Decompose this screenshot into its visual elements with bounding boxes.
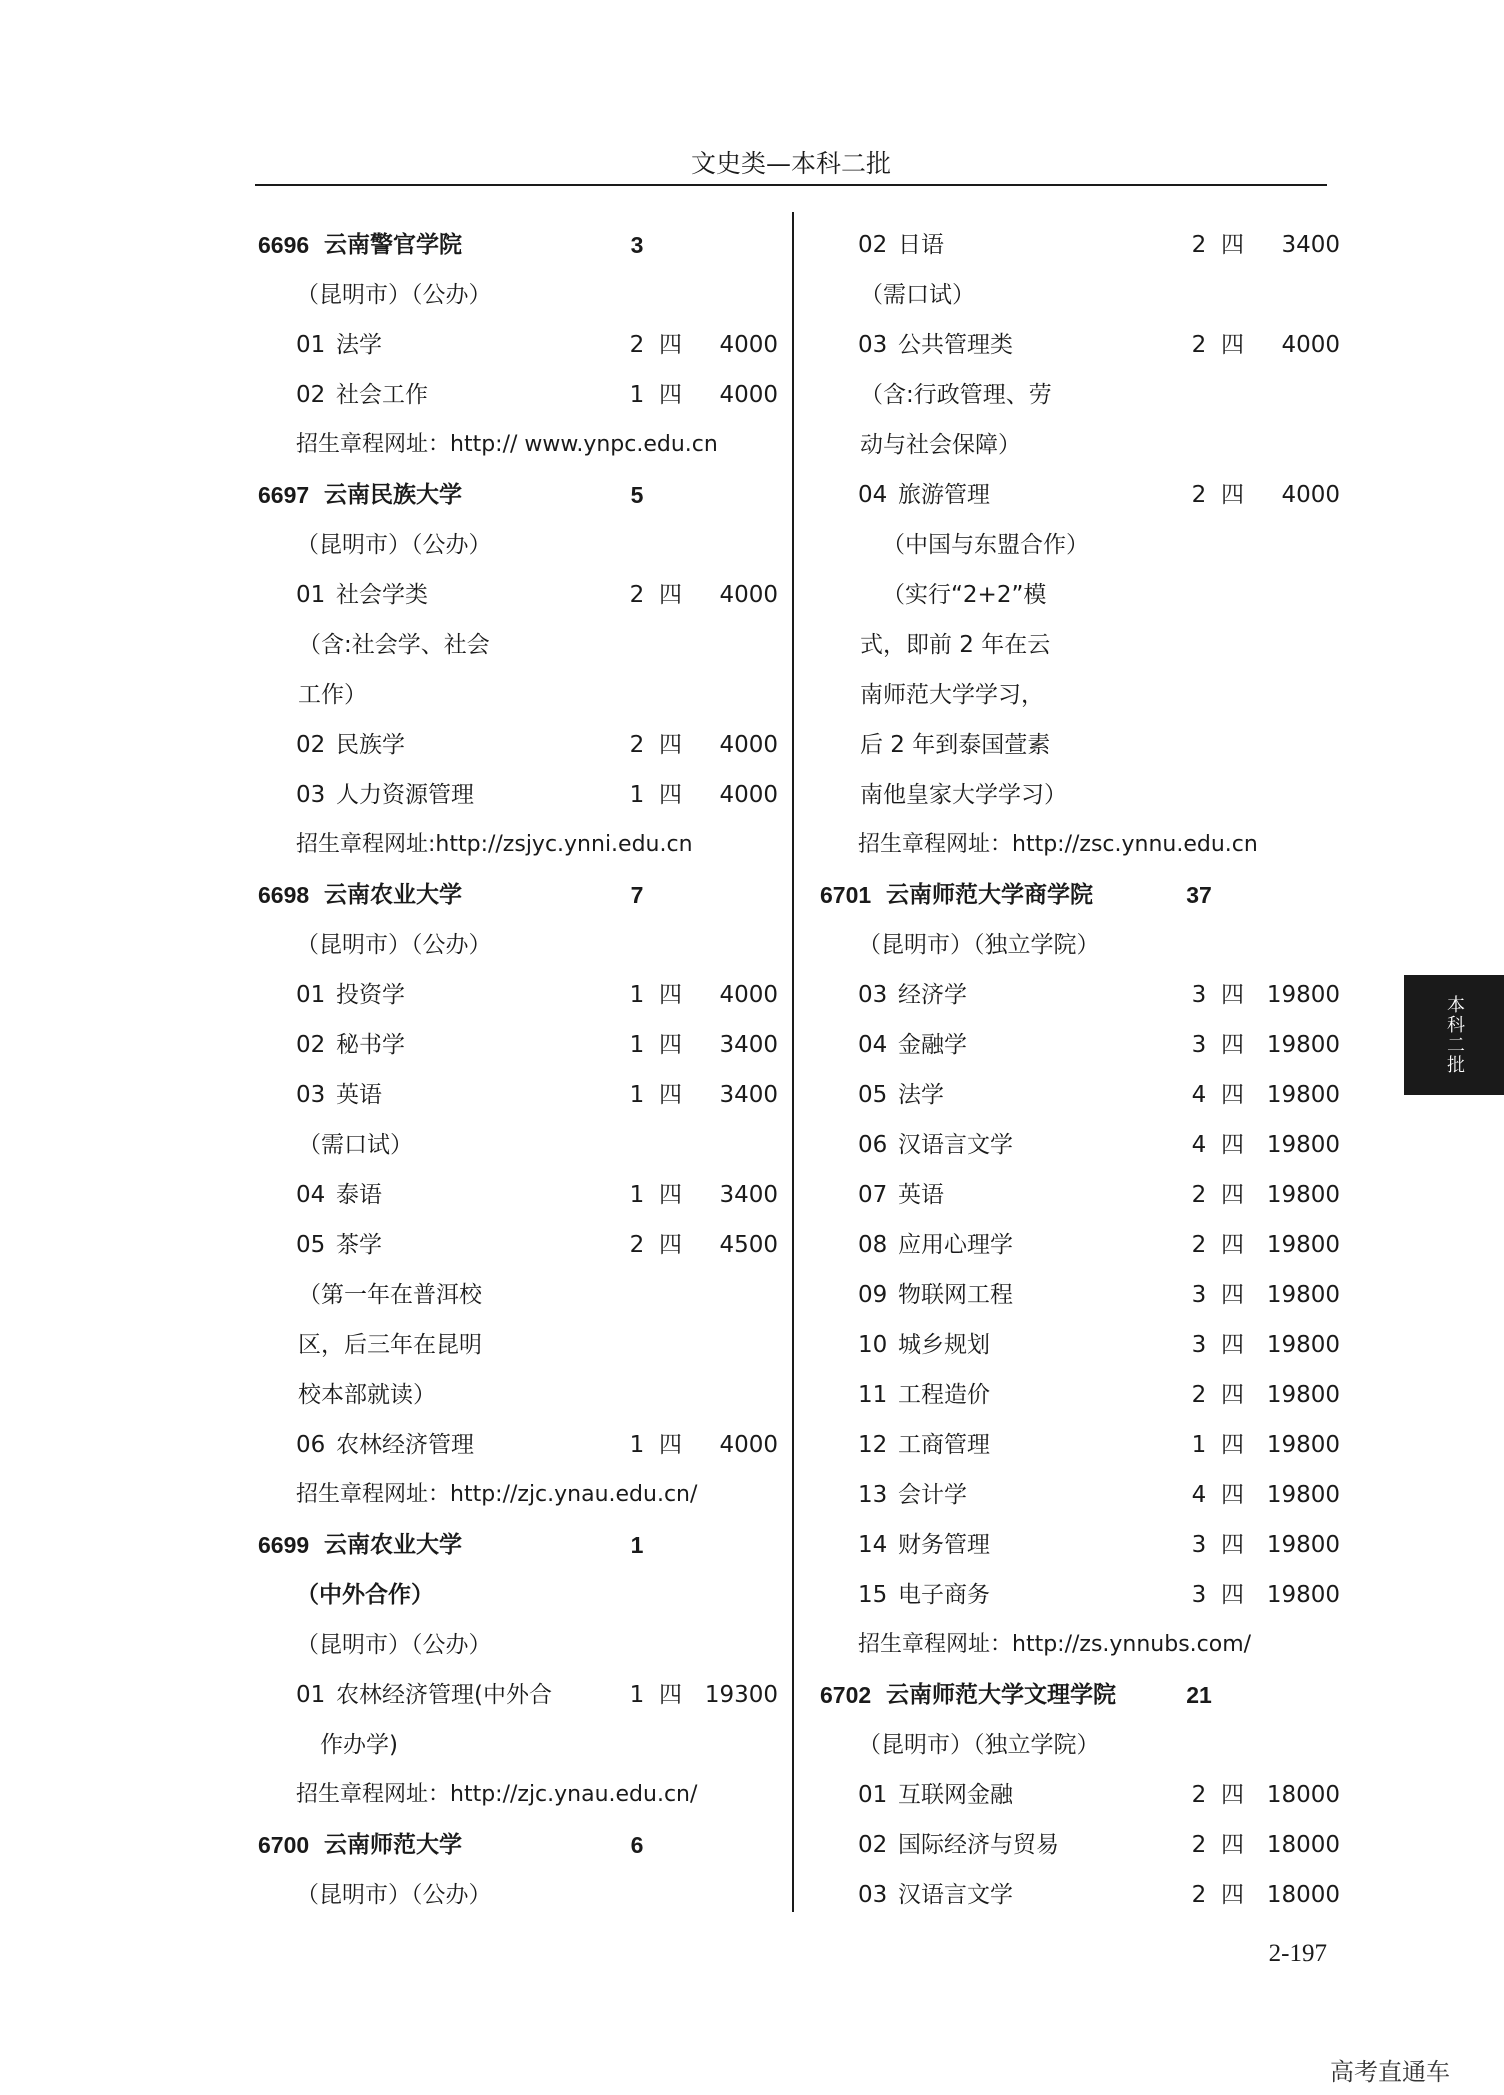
school-row xyxy=(820,1670,1340,1720)
major-note-row xyxy=(820,370,1340,420)
school-quota: 3 xyxy=(630,232,644,258)
major-name: 金融学 xyxy=(898,1032,967,1058)
major-quota: 2 xyxy=(629,732,645,758)
major-note: （含:行政管理、劳 xyxy=(860,382,1052,408)
major-tuition: 4500 xyxy=(719,1232,778,1258)
major-code: 01 xyxy=(858,1782,888,1808)
major-quota: 2 xyxy=(1191,1232,1207,1258)
major-years: 四 xyxy=(659,732,682,758)
major-tuition: 19800 xyxy=(1266,1182,1340,1208)
major-quota: 1 xyxy=(629,1432,645,1458)
major-code: 02 xyxy=(296,732,326,758)
major-name: 工商管理 xyxy=(898,1432,990,1458)
school-location-row xyxy=(258,1570,778,1620)
school-code: 6701 xyxy=(820,882,872,908)
major-name: 公共管理类 xyxy=(898,332,1013,358)
major-row xyxy=(820,1770,1340,1820)
school-name: 云南警官学院 xyxy=(324,232,462,258)
major-code: 04 xyxy=(296,1182,326,1208)
major-row xyxy=(258,370,778,420)
major-quota: 2 xyxy=(629,582,645,608)
major-quota: 2 xyxy=(1191,1182,1207,1208)
major-row xyxy=(820,1570,1340,1620)
major-quota: 2 xyxy=(629,332,645,358)
major-row xyxy=(258,1670,778,1720)
major-name: 会计学 xyxy=(898,1482,967,1508)
admission-url: 招生章程网址:http://zsjyc.ynni.edu.cn xyxy=(296,832,693,857)
major-name: 社会学类 xyxy=(336,582,428,608)
major-tuition: 3400 xyxy=(719,1032,778,1058)
school-location: （昆明市）（公办） xyxy=(296,1882,492,1908)
admission-url-row xyxy=(820,820,1340,870)
major-name: 农林经济管理(中外合 xyxy=(336,1682,552,1708)
header-divider xyxy=(255,184,1327,186)
major-quota: 1 xyxy=(629,982,645,1008)
major-name: 电子商务 xyxy=(898,1582,990,1608)
major-quota: 3 xyxy=(1191,1282,1207,1308)
major-years: 四 xyxy=(1221,1332,1244,1358)
major-tuition: 18000 xyxy=(1266,1832,1340,1858)
major-note-row xyxy=(820,570,1340,620)
right-column xyxy=(820,220,1340,1920)
school-code: 6700 xyxy=(258,1832,310,1858)
major-note-row xyxy=(258,1120,778,1170)
major-code: 03 xyxy=(858,982,888,1008)
major-row xyxy=(820,220,1340,270)
school-quota: 6 xyxy=(630,1832,644,1858)
major-tuition: 4000 xyxy=(719,782,778,808)
major-note: 式，即前 2 年在云 xyxy=(860,632,1051,658)
school-name: 云南民族大学 xyxy=(324,482,462,508)
major-quota: 2 xyxy=(629,1232,645,1258)
major-tuition: 3400 xyxy=(719,1182,778,1208)
major-quota: 1 xyxy=(629,1082,645,1108)
major-row xyxy=(820,1070,1340,1120)
major-code: 06 xyxy=(296,1432,326,1458)
major-quota: 4 xyxy=(1191,1132,1207,1158)
major-name: 人力资源管理 xyxy=(336,782,474,808)
admission-url: 招生章程网址：http://zjc.ynau.edu.cn/ xyxy=(296,1782,698,1807)
major-years: 四 xyxy=(1221,1832,1244,1858)
school-code: 6702 xyxy=(820,1682,872,1708)
major-code: 14 xyxy=(858,1532,888,1558)
major-code: 01 xyxy=(296,982,326,1008)
major-note: （含:社会学、社会 xyxy=(298,632,490,658)
major-row xyxy=(820,1020,1340,1070)
major-quota: 3 xyxy=(1191,982,1207,1008)
major-quota: 3 xyxy=(1191,1032,1207,1058)
major-name: 法学 xyxy=(898,1082,944,1108)
major-years: 四 xyxy=(1221,482,1244,508)
major-quota: 2 xyxy=(1191,1782,1207,1808)
major-tuition: 3400 xyxy=(1281,232,1340,258)
major-code: 11 xyxy=(858,1382,888,1408)
major-quota: 1 xyxy=(629,782,645,808)
school-quota: 21 xyxy=(1186,1682,1212,1708)
admission-url: 招生章程网址：http://zs.ynnubs.com/ xyxy=(858,1632,1252,1657)
major-tuition: 4000 xyxy=(719,732,778,758)
major-note: 动与社会保障） xyxy=(860,432,1021,458)
school-name: 云南师范大学 xyxy=(324,1832,462,1858)
admission-url-row xyxy=(258,420,778,470)
major-note: （需口试） xyxy=(860,282,975,308)
major-name: 旅游管理 xyxy=(898,482,990,508)
major-years: 四 xyxy=(1221,1132,1244,1158)
major-row xyxy=(820,1370,1340,1420)
major-note: 作办学) xyxy=(320,1732,398,1758)
major-note-row xyxy=(258,670,778,720)
major-years: 四 xyxy=(1221,1532,1244,1558)
major-code: 04 xyxy=(858,482,888,508)
major-years: 四 xyxy=(1221,1432,1244,1458)
school-row xyxy=(258,220,778,270)
major-name: 社会工作 xyxy=(336,382,428,408)
major-tuition: 4000 xyxy=(1281,482,1340,508)
major-note: 南他皇家大学学习） xyxy=(860,782,1067,808)
major-code: 02 xyxy=(858,1832,888,1858)
major-code: 01 xyxy=(296,582,326,608)
school-location-row xyxy=(258,270,778,320)
major-note: 后 2 年到泰国萱素 xyxy=(860,732,1051,758)
major-name: 国际经济与贸易 xyxy=(898,1832,1059,1858)
major-name: 汉语言文学 xyxy=(898,1132,1013,1158)
major-years: 四 xyxy=(1221,1582,1244,1608)
admission-url: 招生章程网址：http:// www.ynpc.edu.cn xyxy=(296,432,718,457)
major-years: 四 xyxy=(1221,1282,1244,1308)
major-years: 四 xyxy=(659,1232,682,1258)
major-tuition: 19800 xyxy=(1266,1282,1340,1308)
major-note-row xyxy=(820,520,1340,570)
major-row xyxy=(820,1820,1340,1870)
admission-url-row xyxy=(820,1620,1340,1670)
school-code: 6698 xyxy=(258,882,310,908)
major-name: 法学 xyxy=(336,332,382,358)
major-years: 四 xyxy=(659,582,682,608)
school-location-row xyxy=(820,1720,1340,1770)
major-tuition: 18000 xyxy=(1266,1882,1340,1908)
major-years: 四 xyxy=(1221,332,1244,358)
major-tuition: 19800 xyxy=(1266,1432,1340,1458)
major-note-row xyxy=(258,620,778,670)
page-header: 文史类—本科二批 xyxy=(690,149,891,178)
watermark: 高考直通车 xyxy=(1330,2058,1450,2086)
school-code: 6697 xyxy=(258,482,310,508)
major-code: 07 xyxy=(858,1182,888,1208)
major-years: 四 xyxy=(659,1682,682,1708)
major-row xyxy=(820,1270,1340,1320)
school-location: （昆明市）（公办） xyxy=(296,932,492,958)
major-row xyxy=(820,1170,1340,1220)
major-code: 01 xyxy=(296,1682,326,1708)
major-quota: 3 xyxy=(1191,1332,1207,1358)
major-note-row xyxy=(258,1720,778,1770)
school-location-row xyxy=(258,1620,778,1670)
school-name: 云南师范大学商学院 xyxy=(886,882,1093,908)
major-row xyxy=(820,1220,1340,1270)
major-name: 互联网金融 xyxy=(898,1782,1013,1808)
major-note-row xyxy=(820,670,1340,720)
major-quota: 1 xyxy=(629,1182,645,1208)
major-years: 四 xyxy=(1221,1782,1244,1808)
major-quota: 2 xyxy=(1191,1832,1207,1858)
major-tuition: 19800 xyxy=(1266,1132,1340,1158)
major-row xyxy=(258,570,778,620)
major-note-row xyxy=(820,270,1340,320)
major-tuition: 4000 xyxy=(719,382,778,408)
school-quota: 1 xyxy=(630,1532,644,1558)
school-name: 云南师范大学文理学院 xyxy=(886,1682,1116,1708)
major-tuition: 19800 xyxy=(1266,1532,1340,1558)
major-tuition: 19800 xyxy=(1266,1482,1340,1508)
school-row xyxy=(258,1820,778,1870)
school-quota: 5 xyxy=(630,482,644,508)
major-quota: 2 xyxy=(1191,1882,1207,1908)
school-location: （昆明市）（公办） xyxy=(296,1632,492,1658)
major-years: 四 xyxy=(1221,232,1244,258)
major-row xyxy=(258,320,778,370)
major-note-row xyxy=(820,620,1340,670)
major-years: 四 xyxy=(659,782,682,808)
major-code: 03 xyxy=(858,332,888,358)
major-row xyxy=(820,1320,1340,1370)
school-row xyxy=(258,470,778,520)
major-note: （中国与东盟合作） xyxy=(882,532,1089,558)
admission-url: 招生章程网址：http://zsc.ynnu.edu.cn xyxy=(858,832,1258,857)
major-row xyxy=(258,1070,778,1120)
school-quota: 7 xyxy=(630,882,644,908)
major-code: 10 xyxy=(858,1332,888,1358)
major-quota: 3 xyxy=(1191,1582,1207,1608)
admission-url: 招生章程网址：http://zjc.ynau.edu.cn/ xyxy=(296,1482,698,1507)
side-tab-label: 本科二批 xyxy=(1444,995,1465,1075)
major-quota: 3 xyxy=(1191,1532,1207,1558)
major-years: 四 xyxy=(659,332,682,358)
major-note: （需口试） xyxy=(298,1132,413,1158)
school-row xyxy=(258,1520,778,1570)
school-row xyxy=(820,870,1340,920)
major-years: 四 xyxy=(659,1182,682,1208)
major-name: 投资学 xyxy=(336,982,405,1008)
major-tuition: 18000 xyxy=(1266,1782,1340,1808)
major-row xyxy=(820,1420,1340,1470)
major-tuition: 19800 xyxy=(1266,982,1340,1008)
major-years: 四 xyxy=(1221,1082,1244,1108)
admission-url-row xyxy=(258,1470,778,1520)
major-quota: 1 xyxy=(629,1032,645,1058)
major-years: 四 xyxy=(659,1432,682,1458)
major-row xyxy=(820,1520,1340,1570)
school-code: 6696 xyxy=(258,232,310,258)
major-tuition: 19800 xyxy=(1266,1332,1340,1358)
side-tab xyxy=(1404,975,1504,1095)
major-row xyxy=(820,320,1340,370)
major-code: 03 xyxy=(858,1882,888,1908)
major-years: 四 xyxy=(659,982,682,1008)
major-years: 四 xyxy=(1221,1182,1244,1208)
major-code: 02 xyxy=(296,1032,326,1058)
major-quota: 4 xyxy=(1191,1082,1207,1108)
major-code: 03 xyxy=(296,782,326,808)
major-row xyxy=(258,1020,778,1070)
major-name: 应用心理学 xyxy=(898,1232,1013,1258)
major-tuition: 19300 xyxy=(704,1682,778,1708)
major-quota: 1 xyxy=(629,1682,645,1708)
major-tuition: 4000 xyxy=(719,582,778,608)
major-quota: 2 xyxy=(1191,1382,1207,1408)
major-name: 城乡规划 xyxy=(898,1332,990,1358)
major-note: （第一年在普洱校 xyxy=(298,1282,482,1308)
major-code: 08 xyxy=(858,1232,888,1258)
school-location-row xyxy=(258,920,778,970)
major-code: 09 xyxy=(858,1282,888,1308)
major-code: 05 xyxy=(858,1082,888,1108)
major-name: 经济学 xyxy=(898,982,967,1008)
major-row xyxy=(820,970,1340,1020)
admission-url-row xyxy=(258,1770,778,1820)
major-tuition: 19800 xyxy=(1266,1382,1340,1408)
major-note-row xyxy=(258,1370,778,1420)
major-note-row xyxy=(820,420,1340,470)
major-note-row xyxy=(258,1270,778,1320)
major-note: 工作） xyxy=(298,682,367,708)
major-name: 秘书学 xyxy=(336,1032,405,1058)
major-row xyxy=(820,1470,1340,1520)
major-name: 工程造价 xyxy=(898,1382,990,1408)
major-years: 四 xyxy=(659,1032,682,1058)
major-code: 05 xyxy=(296,1232,326,1258)
column-divider xyxy=(792,212,794,1912)
major-code: 06 xyxy=(858,1132,888,1158)
page-number: 2-197 xyxy=(1268,1940,1327,1967)
major-note-row xyxy=(820,770,1340,820)
school-location: （昆明市）（独立学院） xyxy=(858,932,1100,958)
major-tuition: 19800 xyxy=(1266,1232,1340,1258)
major-tuition: 19800 xyxy=(1266,1032,1340,1058)
school-location: （中外合作） xyxy=(296,1582,434,1608)
major-note-row xyxy=(820,720,1340,770)
school-code: 6699 xyxy=(258,1532,310,1558)
major-years: 四 xyxy=(1221,1482,1244,1508)
major-tuition: 19800 xyxy=(1266,1582,1340,1608)
major-tuition: 4000 xyxy=(719,332,778,358)
major-quota: 2 xyxy=(1191,482,1207,508)
major-code: 12 xyxy=(858,1432,888,1458)
major-row xyxy=(258,1220,778,1270)
major-years: 四 xyxy=(1221,982,1244,1008)
major-name: 泰语 xyxy=(336,1182,382,1208)
school-location-row xyxy=(820,920,1340,970)
major-years: 四 xyxy=(1221,1382,1244,1408)
major-years: 四 xyxy=(659,1082,682,1108)
major-row xyxy=(820,470,1340,520)
major-code: 01 xyxy=(296,332,326,358)
major-name: 农林经济管理 xyxy=(336,1432,474,1458)
major-tuition: 4000 xyxy=(1281,332,1340,358)
major-note: 区，后三年在昆明 xyxy=(298,1332,482,1358)
major-quota: 2 xyxy=(1191,232,1207,258)
major-name: 英语 xyxy=(898,1182,944,1208)
major-row xyxy=(258,970,778,1020)
major-name: 物联网工程 xyxy=(898,1282,1013,1308)
major-code: 03 xyxy=(296,1082,326,1108)
major-row xyxy=(820,1120,1340,1170)
major-note-row xyxy=(258,1320,778,1370)
school-name: 云南农业大学 xyxy=(324,1532,462,1558)
major-quota: 2 xyxy=(1191,332,1207,358)
major-note: 南师范大学学习， xyxy=(860,682,1044,708)
major-name: 日语 xyxy=(898,232,944,258)
major-tuition: 4000 xyxy=(719,1432,778,1458)
admission-url-row xyxy=(258,820,778,870)
school-location: （昆明市）（独立学院） xyxy=(858,1732,1100,1758)
major-note: （实行“2+2”模 xyxy=(882,582,1047,608)
school-row xyxy=(258,870,778,920)
major-name: 财务管理 xyxy=(898,1532,990,1558)
major-years: 四 xyxy=(1221,1032,1244,1058)
major-tuition: 19800 xyxy=(1266,1082,1340,1108)
major-name: 民族学 xyxy=(336,732,405,758)
major-note: 校本部就读） xyxy=(298,1382,436,1408)
major-quota: 1 xyxy=(629,382,645,408)
major-row xyxy=(258,1420,778,1470)
major-quota: 1 xyxy=(1191,1432,1207,1458)
major-name: 汉语言文学 xyxy=(898,1882,1013,1908)
major-row xyxy=(258,770,778,820)
school-location-row xyxy=(258,1870,778,1920)
major-name: 英语 xyxy=(336,1082,382,1108)
major-code: 15 xyxy=(858,1582,888,1608)
left-column xyxy=(258,220,778,1920)
major-years: 四 xyxy=(659,382,682,408)
major-code: 02 xyxy=(296,382,326,408)
school-location: （昆明市）（公办） xyxy=(296,532,492,558)
school-location-row xyxy=(258,520,778,570)
school-location: （昆明市）（公办） xyxy=(296,282,492,308)
major-tuition: 4000 xyxy=(719,982,778,1008)
major-row xyxy=(258,1170,778,1220)
major-code: 13 xyxy=(858,1482,888,1508)
major-code: 04 xyxy=(858,1032,888,1058)
major-years: 四 xyxy=(1221,1882,1244,1908)
major-row xyxy=(258,720,778,770)
major-years: 四 xyxy=(1221,1232,1244,1258)
major-row xyxy=(820,1870,1340,1920)
major-tuition: 3400 xyxy=(719,1082,778,1108)
school-quota: 37 xyxy=(1186,882,1212,908)
major-quota: 4 xyxy=(1191,1482,1207,1508)
major-name: 茶学 xyxy=(336,1232,382,1258)
major-code: 02 xyxy=(858,232,888,258)
school-name: 云南农业大学 xyxy=(324,882,462,908)
